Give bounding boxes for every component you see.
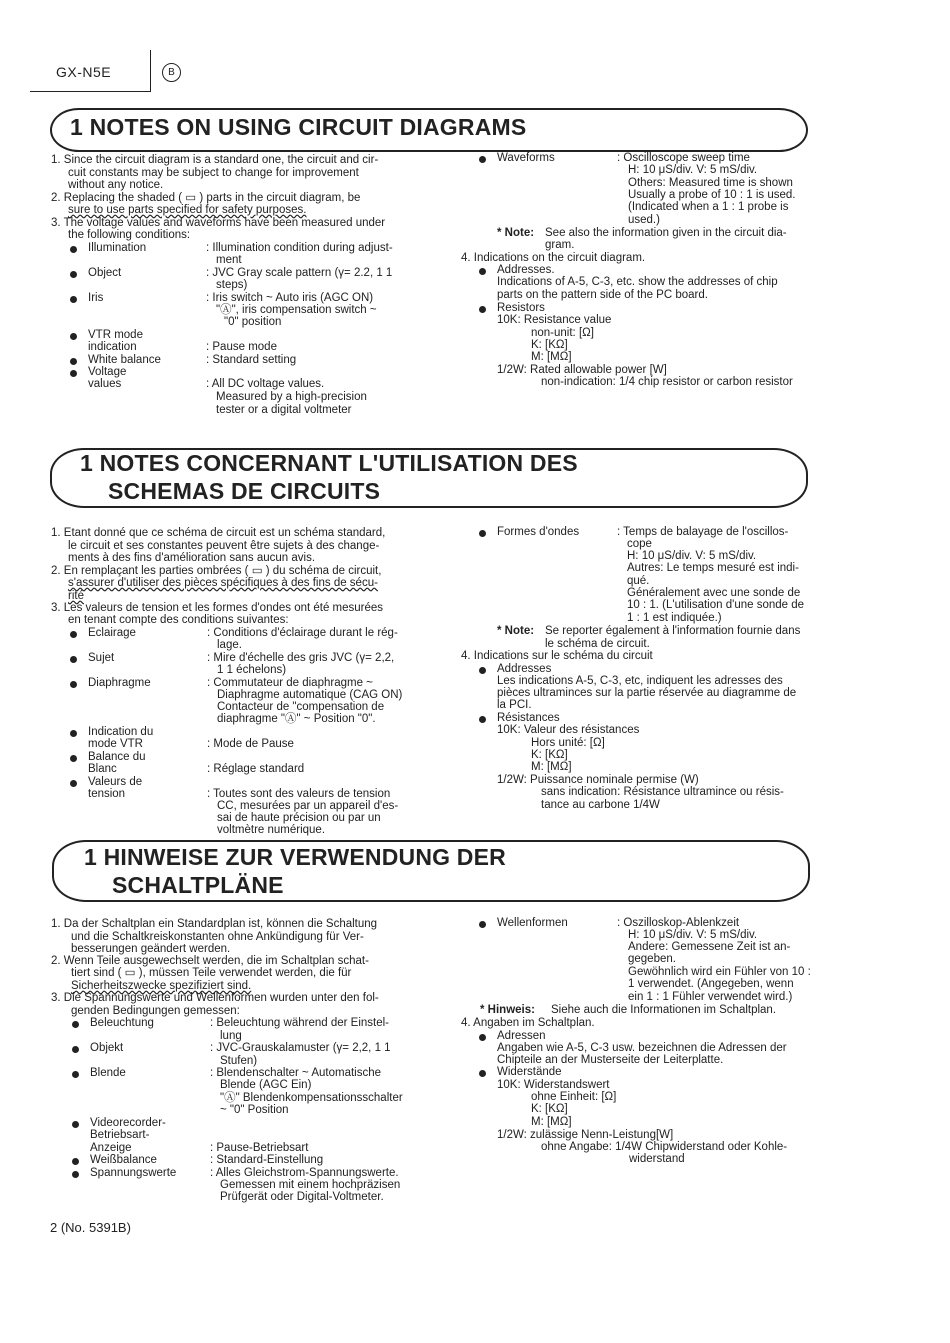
note-label: * Hinweis: bbox=[480, 1004, 535, 1016]
text-line: H: 10 μS/div. V: 5 mS/div. bbox=[627, 550, 757, 562]
condition-label: Object bbox=[88, 267, 122, 279]
condition-value: : Pause-Betriebsart bbox=[210, 1142, 309, 1154]
text-line: ment bbox=[216, 254, 242, 266]
text-line: Indications of A-5, C-3, etc. show the addresses of chip bbox=[497, 276, 778, 288]
text-line: 10 : 1. (L'utilisation d'une sonde de bbox=[627, 599, 805, 611]
text-line: used.) bbox=[628, 214, 660, 226]
condition-value: : Iris switch ~ Auto iris (AGC ON) bbox=[206, 292, 374, 304]
bullet-icon bbox=[479, 156, 486, 163]
condition-value: : Beleuchtung während der Einstel- bbox=[210, 1017, 389, 1029]
text-line: 4. Angaben im Schaltplan. bbox=[461, 1017, 595, 1029]
condition-label: Blanc bbox=[88, 763, 117, 775]
condition-value: : Alles Gleichstrom-Spannungswerte. bbox=[210, 1167, 399, 1179]
condition-value: : Temps de balayage de l'oscillos- bbox=[617, 526, 789, 538]
text-line: ein 1 : 1 Fühler verwendet wird.) bbox=[628, 991, 793, 1003]
condition-label: Diaphragme bbox=[88, 677, 151, 689]
condition-label: Objekt bbox=[90, 1042, 124, 1054]
text-line: 10K: Widerstandswert bbox=[497, 1079, 610, 1091]
text-line: Hors unité: [Ω] bbox=[531, 737, 605, 749]
text-line: K: [KΩ] bbox=[531, 1103, 568, 1115]
bullet-icon bbox=[70, 730, 77, 737]
bullet-icon bbox=[72, 1046, 79, 1053]
text-line: Siehe auch die Informationen im Schaltplan. bbox=[551, 1004, 777, 1016]
page-number: 2 (No. 5391B) bbox=[50, 1220, 131, 1235]
bullet-icon bbox=[479, 716, 486, 723]
condition-label: Waveforms bbox=[497, 152, 555, 164]
text-line: ohne Einheit: [Ω] bbox=[531, 1091, 617, 1103]
text-line: lage. bbox=[217, 639, 242, 651]
text-line: Contacteur de "compensation de bbox=[217, 701, 385, 713]
condition-label: Spannungswerte bbox=[90, 1167, 177, 1179]
bullet-icon bbox=[72, 1121, 79, 1128]
bullet-icon bbox=[70, 656, 77, 663]
region-badge: B bbox=[162, 63, 181, 82]
condition-value: : Blendenschalter ~ Automatische bbox=[210, 1067, 382, 1079]
text-line: 2. Wenn Teile ausgewechselt werden, die im Schaltplan schat- bbox=[51, 955, 369, 967]
text-line: Angaben wie A-5, C-3 usw. bezeichnen die Adressen der bbox=[497, 1042, 787, 1054]
condition-value: : Oscilloscope sweep time bbox=[617, 152, 750, 164]
condition-label: Beleuchtung bbox=[90, 1017, 154, 1029]
text-line: sai de haute précision ou par un bbox=[217, 812, 381, 824]
text-line: the following conditions: bbox=[68, 229, 191, 241]
text-line: Adressen bbox=[497, 1030, 546, 1042]
banner-title-de-2: SCHALTPLÄNE bbox=[112, 872, 284, 898]
text-line: tance au carbone 1/4W bbox=[541, 799, 660, 811]
text-line: 1 verwendet. (Angegeben, wenn bbox=[628, 978, 794, 990]
condition-label: Sujet bbox=[88, 652, 115, 664]
text-line: le schéma de circuit. bbox=[545, 638, 650, 650]
bullet-icon bbox=[479, 1070, 486, 1077]
text-line: 3. Die Spannungswerte und Wellenformen wurden unter den fol- bbox=[51, 992, 379, 1004]
text-line: Autres: Le temps mesuré est indi- bbox=[627, 562, 799, 574]
bullet-icon bbox=[479, 268, 486, 275]
text-line: Généralement avec une sonde de bbox=[627, 587, 801, 599]
bullet-icon bbox=[70, 333, 77, 340]
text-line: ~ "0" Position bbox=[220, 1104, 289, 1116]
text-line: Résistances bbox=[497, 712, 560, 724]
condition-label: Anzeige bbox=[90, 1142, 132, 1154]
condition-value: : Mode de Pause bbox=[207, 738, 294, 750]
text-line: s'assurer d'utiliser des pièces spécifiques à des fins de sécu- bbox=[68, 577, 378, 589]
text-line: sure to use parts specified for safety purposes. bbox=[68, 204, 307, 216]
text-line: diaphragme "Ⓐ" ~ Position "0". bbox=[217, 713, 376, 725]
text-line: 1 1 échelons) bbox=[217, 664, 287, 676]
condition-label: Voltage bbox=[88, 366, 127, 378]
header-rule bbox=[30, 91, 150, 92]
bullet-icon bbox=[70, 296, 77, 303]
text-line: gram. bbox=[545, 239, 575, 251]
text-line: 3. Les valeurs de tension et les formes d'ondes ont été mesurées bbox=[51, 602, 384, 614]
condition-label: Eclairage bbox=[88, 627, 136, 639]
text-line: qué. bbox=[627, 575, 650, 587]
bullet-icon bbox=[70, 246, 77, 253]
bullet-icon bbox=[70, 780, 77, 787]
text-line: Andere: Gemessene Zeit ist an- bbox=[628, 941, 791, 953]
bullet-icon bbox=[479, 667, 486, 674]
text-line: non-unit: [Ω] bbox=[531, 327, 594, 339]
condition-value: : Standard setting bbox=[206, 354, 297, 366]
text-line: M: [MΩ] bbox=[531, 351, 572, 363]
text-line: voltmètre numérique. bbox=[217, 824, 326, 836]
text-line: 1/2W: Rated allowable power [W] bbox=[497, 364, 667, 376]
banner-title-fr-2: SCHEMAS DE CIRCUITS bbox=[108, 478, 381, 504]
text-line: K: [KΩ] bbox=[531, 749, 568, 761]
text-line: 4. Indications on the circuit diagram. bbox=[461, 252, 646, 264]
text-line: genden Bedingungen gemessen: bbox=[71, 1005, 240, 1017]
condition-label: Formes d'ondes bbox=[497, 526, 580, 538]
text-line: tiert sind ( ▭ ), müssen Teile verwendet werden, die für bbox=[71, 967, 352, 979]
text-line: pièces ultraminces sur la partie réservée au diagramme de bbox=[497, 687, 797, 699]
condition-label: Weißbalance bbox=[90, 1154, 157, 1166]
text-line: Measured by a high-precision bbox=[216, 391, 367, 403]
text-line: widerstand bbox=[629, 1153, 685, 1165]
bullet-icon bbox=[70, 631, 77, 638]
text-line: cuit constants may be subject to change for improvement bbox=[68, 167, 359, 179]
condition-label: Valeurs de bbox=[88, 776, 143, 788]
text-line: H: 10 μS/div. V: 5 mS/div. bbox=[628, 164, 758, 176]
text-line: 10K: Valeur des résistances bbox=[497, 724, 640, 736]
text-line: tester or a digital voltmeter bbox=[216, 404, 352, 416]
text-line: 1/2W: zulässige Nenn-Leistung[W] bbox=[497, 1129, 674, 1141]
condition-label: Indication du bbox=[88, 726, 154, 738]
condition-value: : Mire d'échelle des gris JVC (γ= 2,2, bbox=[207, 652, 395, 664]
condition-label: indication bbox=[88, 341, 137, 353]
text-line: 1. Etant donné que ce schéma de circuit est un schéma standard, bbox=[51, 527, 386, 539]
text-line: Sicherheitszwecke spezifiziert sind. bbox=[71, 980, 252, 992]
bullet-icon bbox=[72, 1021, 79, 1028]
bullet-icon bbox=[70, 370, 77, 377]
text-line: Addresses bbox=[497, 663, 552, 675]
text-line: Prüfgerät oder Digital-Voltmeter. bbox=[220, 1191, 384, 1203]
condition-label: Illumination bbox=[88, 242, 147, 254]
text-line: Stufen) bbox=[220, 1055, 258, 1067]
condition-label: values bbox=[88, 378, 122, 390]
text-line: Gemessen mit einem hochpräzisen bbox=[220, 1179, 401, 1191]
text-line: 1. Da der Schaltplan ein Standardplan ist, können die Schaltung bbox=[51, 918, 378, 930]
text-line: 4. Indications sur le schéma du circuit bbox=[461, 650, 653, 662]
text-line: ments à des fins d'amélioration sans aucun avis. bbox=[68, 552, 316, 564]
text-line: Gewöhnlich wird ein Fühler von 10 : bbox=[628, 966, 811, 978]
condition-value: : Toutes sont des valeurs de tension bbox=[207, 788, 391, 800]
text-line: 1 : 1 est indiquée.) bbox=[627, 612, 722, 624]
text-line: 2. En remplaçant les parties ombrées ( ▭ ) du schéma de circuit, bbox=[51, 565, 382, 577]
bullet-icon bbox=[479, 921, 486, 928]
header-divider bbox=[150, 50, 151, 92]
text-line: Resistors bbox=[497, 302, 545, 314]
bullet-icon bbox=[479, 1034, 486, 1041]
bullet-icon bbox=[72, 1171, 79, 1178]
text-line: gegeben. bbox=[628, 953, 676, 965]
text-line: cope bbox=[627, 538, 652, 550]
text-line: "Ⓐ" Blendenkompensationsschalter bbox=[220, 1092, 403, 1104]
condition-value: : JVC-Grauskalamuster (γ= 2,2, 1 1 bbox=[210, 1042, 391, 1054]
text-line: la PCI. bbox=[497, 699, 532, 711]
model-number: GX-N5E bbox=[56, 64, 112, 80]
text-line: Others: Measured time is shown bbox=[628, 177, 793, 189]
text-line: 3. The voltage values and waveforms have been measured under bbox=[51, 217, 386, 229]
condition-value: : Commutateur de diaphragme ~ bbox=[207, 677, 373, 689]
text-line: und die Schaltkreiskonstanten ohne Ankündigung für Ver- bbox=[71, 931, 364, 943]
text-line: without any notice. bbox=[68, 179, 164, 191]
bullet-icon bbox=[479, 530, 486, 537]
condition-label: White balance bbox=[88, 354, 161, 366]
text-line: lung bbox=[220, 1030, 242, 1042]
condition-label: Iris bbox=[88, 292, 104, 304]
condition-label: mode VTR bbox=[88, 738, 143, 750]
condition-label: Betriebsart- bbox=[90, 1129, 150, 1141]
text-line: Blende (AGC Ein) bbox=[220, 1079, 312, 1091]
text-line: 10K: Resistance value bbox=[497, 314, 612, 326]
bullet-icon bbox=[70, 271, 77, 278]
text-line: en tenant compte des conditions suivantes: bbox=[68, 614, 289, 626]
condition-label: Videorecorder- bbox=[90, 1117, 166, 1129]
text-line: K: [KΩ] bbox=[531, 339, 568, 351]
condition-value: : Illumination condition during adjust- bbox=[206, 242, 393, 254]
text-line: "Ⓐ", iris compensation switch ~ bbox=[216, 304, 377, 316]
bullet-icon bbox=[72, 1158, 79, 1165]
text-line: 2. Replacing the shaded ( ▭ ) parts in the circuit diagram, be bbox=[51, 192, 361, 204]
text-line: Se reporter également à l'information fournie dans bbox=[545, 625, 801, 637]
condition-label: Wellenformen bbox=[497, 917, 568, 929]
text-line: See also the information given in the circuit dia- bbox=[545, 227, 787, 239]
text-line: sans indication: Résistance ultramince ou résis- bbox=[541, 786, 784, 798]
text-line: le circuit et ses constantes peuvent être sujets à des change- bbox=[68, 540, 380, 552]
text-line: M: [MΩ] bbox=[531, 1116, 572, 1128]
note-label: * Note: bbox=[497, 625, 535, 637]
text-line: besserungen geändert werden. bbox=[71, 943, 231, 955]
banner-title-en: 1 NOTES ON USING CIRCUIT DIAGRAMS bbox=[70, 114, 527, 140]
bullet-icon bbox=[70, 681, 77, 688]
text-line: ohne Angabe: 1/4W Chipwiderstand oder Kohle- bbox=[541, 1141, 788, 1153]
condition-value: : Réglage standard bbox=[207, 763, 305, 775]
condition-label: Balance du bbox=[88, 751, 146, 763]
condition-value: : Standard-Einstellung bbox=[210, 1154, 324, 1166]
text-line: Widerstände bbox=[497, 1066, 562, 1078]
condition-label: Blende bbox=[90, 1067, 126, 1079]
bullet-icon bbox=[479, 306, 486, 313]
text-line: "0" position bbox=[224, 316, 282, 328]
text-line: (Indicated when a 1 : 1 probe is bbox=[628, 201, 789, 213]
text-line: parts on the pattern side of the PC board. bbox=[497, 289, 708, 301]
text-line: non-indication: 1/4 chip resistor or carbon resistor bbox=[541, 376, 793, 388]
text-line: H: 10 μS/div. V: 5 mS/div. bbox=[628, 929, 758, 941]
banner-title-de-1: 1 HINWEISE ZUR VERWENDUNG DER bbox=[84, 844, 506, 870]
condition-value: : Oszilloskop-Ablenkzeit bbox=[617, 917, 740, 929]
bullet-icon bbox=[72, 1071, 79, 1078]
text-line: CC, mesurées par un appareil d'es- bbox=[217, 800, 399, 812]
text-line: Chipteile an der Musterseite der Leiterplatte. bbox=[497, 1054, 724, 1066]
text-line: steps) bbox=[216, 279, 248, 291]
condition-value: : JVC Gray scale pattern (γ= 2.2, 1 1 bbox=[206, 267, 393, 279]
text-line: 1/2W: Puissance nominale permise (W) bbox=[497, 774, 699, 786]
condition-value: : Conditions d'éclairage durant le rég- bbox=[207, 627, 398, 639]
note-label: * Note: bbox=[497, 227, 535, 239]
text-line: M: [MΩ] bbox=[531, 761, 572, 773]
bullet-icon bbox=[70, 358, 77, 365]
text-line: Diaphragme automatique (CAG ON) bbox=[217, 689, 403, 701]
text-line: Usually a probe of 10 : 1 is used. bbox=[628, 189, 796, 201]
banner-title-fr-1: 1 NOTES CONCERNANT L'UTILISATION DES bbox=[80, 450, 578, 476]
text-line: rité bbox=[68, 590, 84, 602]
text-line: Addresses. bbox=[497, 264, 555, 276]
condition-value: : All DC voltage values. bbox=[206, 378, 325, 390]
condition-label: VTR mode bbox=[88, 329, 143, 341]
text-line: Les indications A-5, C-3, etc, indiquent les adresses des bbox=[497, 675, 783, 687]
condition-value: : Pause mode bbox=[206, 341, 277, 353]
text-line: 1. Since the circuit diagram is a standard one, the circuit and cir- bbox=[51, 154, 379, 166]
condition-label: tension bbox=[88, 788, 126, 800]
bullet-icon bbox=[70, 755, 77, 762]
